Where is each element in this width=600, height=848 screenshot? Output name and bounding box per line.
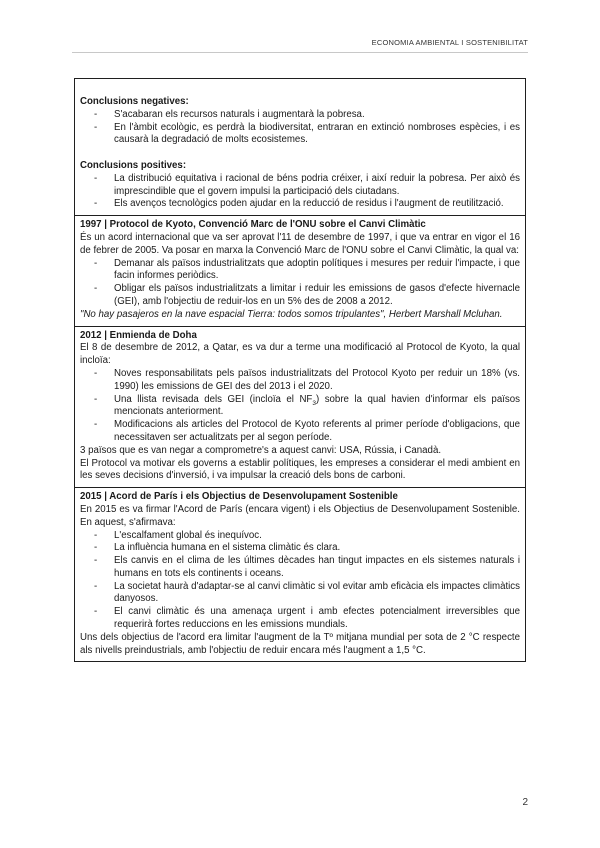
page-number: 2 xyxy=(522,797,528,808)
kyoto-section-title: 1997 | Protocol de Kyoto, Convenció Marc de l'ONU sobre el Canvi Climàtic xyxy=(80,219,426,231)
list-item: - La influència humana en el sistema climàtic és clara. xyxy=(80,542,520,555)
paris-section-title: 2015 | Acord de París i els Objectius de Desenvolupament Sostenible xyxy=(80,491,398,503)
list-item: - La distribució equitativa i racional de béns podria créixer, i així reduir la pobresa. Per això és imprescindible que el govern impulsi la participació dels ciutadans. xyxy=(80,173,520,199)
conclusions-box xyxy=(74,78,526,216)
doha-intro: El 8 de desembre de 2012, a Qatar, es va dur a terme una modificació al Protocol de Kyoto, la qual incloïa: xyxy=(80,342,520,367)
document-body xyxy=(74,78,526,662)
spacer xyxy=(80,147,520,160)
list-item: - La societat haurà d'adaptar-se al canvi climàtic si vol evitar amb eficàcia els impactes climàtics danyosos. xyxy=(80,581,520,607)
running-header: ECONOMIA AMBIENTAL I SOSTENIBILITAT xyxy=(371,38,528,47)
positive-conclusions-list xyxy=(80,173,520,211)
doha-list xyxy=(80,368,520,445)
kyoto-section xyxy=(74,216,526,326)
positive-conclusions-heading: Conclusions positives: xyxy=(80,159,187,171)
list-item-text: Una llista revisada dels GEI (incloïa el NF xyxy=(114,393,313,405)
list-item: - L'escalfament global és inequívoc. xyxy=(80,530,520,543)
list-item: - Noves responsabilitats pels països industrialitzats del Protocol Kyoto per reduir un 18% (vs. 1990) les emissions de GEI des del 2013 i el 2020. xyxy=(80,368,520,394)
list-item: - Els canvis en el clima de les últimes dècades han tingut impactes en els sistemes naturals i humans en tots els continents i oceans. xyxy=(80,555,520,581)
doha-section-title: 2012 | Enmienda de Doha xyxy=(80,329,197,341)
kyoto-list xyxy=(80,258,520,309)
list-item: - Modificacions als articles del Protocol de Kyoto referents al primer període d'obligacions, que necessitaven ser actualitzats per al segon període. xyxy=(80,419,520,445)
list-item-text: ) sobre la qual havien d'informar els països mencionats anteriorment. xyxy=(114,393,520,418)
list-item: - Els avenços tecnològics poden ajudar en la reducció de residus i l'augment de reutilització. xyxy=(80,198,520,211)
doha-section xyxy=(74,327,526,489)
list-item: - Demanar als països industrialitzats que adoptin polítiques i mesures per reduir l'impacte, i que facin informes periòdics. xyxy=(80,258,520,284)
doha-motivation: El Protocol va motivar els governs a establir polítiques, les empreses a considerar el medi ambient en les seves decisions d'inversió, i va impulsar la creació dels bons de carboni. xyxy=(80,457,520,482)
kyoto-quote: "No hay pasajeros en la nave espacial Tierra: todos somos tripulantes", Herbert Marshall Mcluhan. xyxy=(80,308,503,320)
list-item: - El canvi climàtic és una amenaça urgent i amb efectes potencialment irreversibles que requerirà fortes reduccions en les emissions mundials. xyxy=(80,606,520,632)
paris-intro: En 2015 es va firmar l'Acord de París (encara vigent) i els Objectius de Desenvolupament Sostenible. En aquest, s'afirmava: xyxy=(80,503,520,528)
list-item: - En l'àmbit ecològic, es perdrà la biodiversitat, entraran en extinció nombroses espècies, i es causarà la degradació de molts ecosistemes. xyxy=(80,122,520,148)
paris-section xyxy=(74,488,526,662)
doha-refused-countries: 3 països que es van negar a comprometre's a aquest canvi: USA, Rússia, i Canadà. xyxy=(80,444,442,456)
paris-closing: Uns dels objectius de l'acord era limitar l'augment de la Tº mitjana mundial per sota de 2 °C respecte als nivells preindustrials, amb l'objectiu de reduir encara més l'augment a 1,5 °C. xyxy=(80,631,520,656)
paris-list xyxy=(80,530,520,632)
negative-conclusions-heading: Conclusions negatives: xyxy=(80,96,189,107)
header-divider xyxy=(72,52,528,53)
negative-conclusions-list xyxy=(80,109,520,147)
list-item: - Obligar els països industrialitzats a limitar i reduir les emissions de gasos d'efecte hivernacle (GEI), amb l'objectiu de reduir-los en un 5% des de 2008 a 2012. xyxy=(80,283,520,309)
kyoto-intro: És un acord internacional que va ser aprovat l'11 de desembre de 1997, i que va entrar en vigor el 16 de febrer de 2005. Va posar en marxa la Convenció Marc de l'ONU sobre el Canvi Climàtic, la qual va: xyxy=(80,231,520,256)
subscript: 3 xyxy=(312,399,316,407)
list-item: - S'acabaran els recursos naturals i augmentarà la pobresa. xyxy=(80,109,520,122)
list-item xyxy=(80,394,520,420)
